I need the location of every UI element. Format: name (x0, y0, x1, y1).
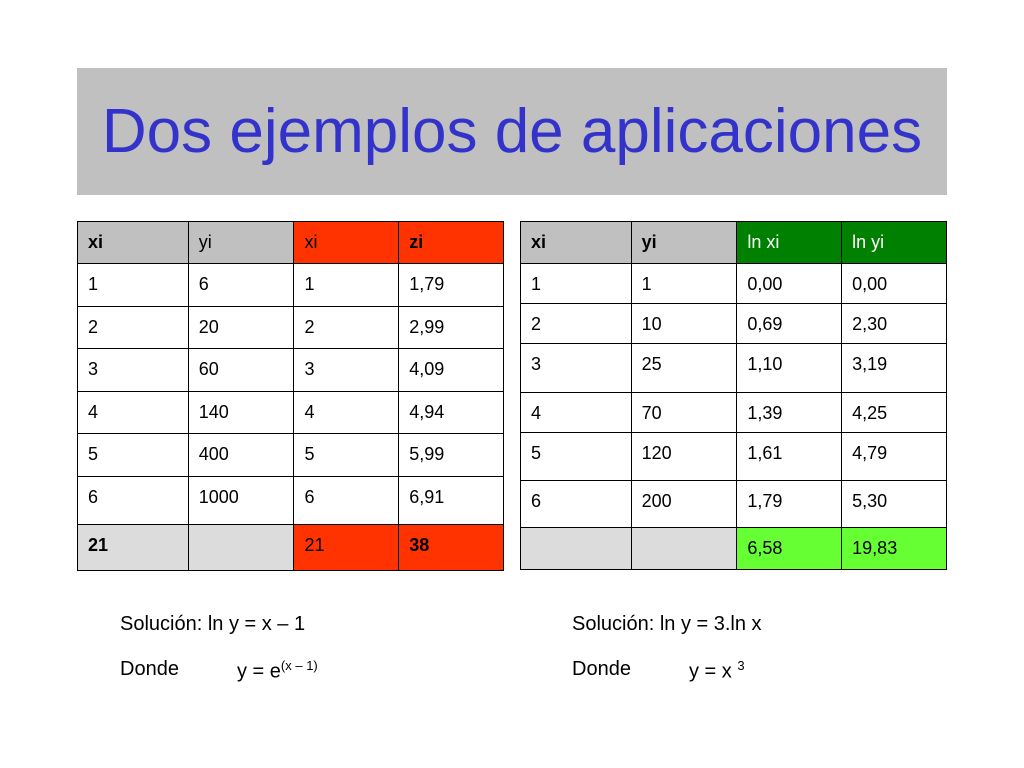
table-cell: 4,94 (399, 392, 504, 434)
table-row (521, 433, 947, 481)
header-cell: zi (399, 222, 504, 264)
header-cell: xi (521, 222, 632, 264)
table-cell: 2 (294, 307, 399, 349)
table-cell: 1,10 (737, 344, 842, 393)
table-cell: 2,99 (399, 307, 504, 349)
solution-right-line1: Solución: ln y = 3.ln x (572, 613, 762, 635)
table-cell: 1,61 (737, 433, 842, 481)
solution-left-donde: Donde (120, 658, 179, 680)
table-cell: 3 (294, 349, 399, 392)
table-row (521, 393, 947, 433)
total-cell (631, 528, 737, 570)
formula-base: y = x (689, 660, 738, 683)
table-cell: 5,99 (399, 434, 504, 477)
table-header-row (78, 222, 504, 264)
header-cell: yi (631, 222, 737, 264)
table-cell: 5 (521, 433, 632, 481)
table-cell: 1 (631, 264, 737, 304)
table-cell: 70 (631, 393, 737, 433)
header-cell: ln yi (842, 222, 947, 264)
title-banner (77, 68, 947, 195)
table-cell: 140 (188, 392, 294, 434)
table-cell: 1 (294, 264, 399, 307)
table-cell: 6 (521, 481, 632, 528)
table-cell: 6 (294, 477, 399, 525)
table-row (78, 307, 504, 349)
table-cell: 1,39 (737, 393, 842, 433)
table-header-row (521, 222, 947, 264)
table-cell: 1000 (188, 477, 294, 525)
table-power (520, 221, 947, 570)
table-cell: 25 (631, 344, 737, 393)
total-cell (188, 525, 294, 571)
table-row (78, 264, 504, 307)
header-cell: ln xi (737, 222, 842, 264)
table-cell: 3 (78, 349, 189, 392)
table-cell: 1,79 (399, 264, 504, 307)
total-cell: 21 (294, 525, 399, 571)
table-cell: 5 (294, 434, 399, 477)
table-row (521, 264, 947, 304)
table-cell: 4 (78, 392, 189, 434)
table-cell: 200 (631, 481, 737, 528)
total-cell: 6,58 (737, 528, 842, 570)
table-cell: 4,09 (399, 349, 504, 392)
table-cell: 10 (631, 304, 737, 344)
table-cell: 0,00 (842, 264, 947, 304)
table-cell: 2,30 (842, 304, 947, 344)
total-cell: 19,83 (842, 528, 947, 570)
header-cell: yi (188, 222, 294, 264)
solution-left-formula (237, 658, 318, 684)
table-row (521, 344, 947, 393)
table-row (521, 481, 947, 528)
table-cell: 6 (78, 477, 189, 525)
table-cell: 2 (521, 304, 632, 344)
table-cell: 3 (521, 344, 632, 393)
table-cell: 120 (631, 433, 737, 481)
table-cell: 0,69 (737, 304, 842, 344)
formula-base: y = e (237, 660, 281, 683)
solution-right-formula (689, 658, 745, 684)
header-cell: xi (294, 222, 399, 264)
table-cell: 6 (188, 264, 294, 307)
slide-title: Dos ejemplos de aplicaciones (101, 97, 923, 166)
table-cell: 20 (188, 307, 294, 349)
header-cell: xi (78, 222, 189, 264)
table-totals-row (78, 525, 504, 571)
formula-exponent: 3 (737, 658, 745, 673)
table-row (78, 477, 504, 525)
table-cell: 6,91 (399, 477, 504, 525)
table-cell: 4 (294, 392, 399, 434)
table-cell: 4,79 (842, 433, 947, 481)
table-cell: 2 (78, 307, 189, 349)
formula-exponent: (x – 1) (280, 658, 318, 673)
total-cell: 38 (399, 525, 504, 571)
total-cell: 21 (78, 525, 189, 571)
table-row (78, 349, 504, 392)
table-row (521, 304, 947, 344)
table-cell: 5 (78, 434, 189, 477)
table-cell: 0,00 (737, 264, 842, 304)
table-cell: 5,30 (842, 481, 947, 528)
table-exponential (77, 221, 504, 571)
table-cell: 400 (188, 434, 294, 477)
table-cell: 60 (188, 349, 294, 392)
solution-right-donde: Donde (572, 658, 631, 680)
table-row (78, 434, 504, 477)
table-cell: 1 (521, 264, 632, 304)
solution-left-line1: Solución: ln y = x – 1 (120, 613, 306, 635)
table-cell: 4,25 (842, 393, 947, 433)
table-cell: 3,19 (842, 344, 947, 393)
total-cell (521, 528, 632, 570)
table-totals-row (521, 528, 947, 570)
table-cell: 1,79 (737, 481, 842, 528)
table-cell: 4 (521, 393, 632, 433)
table-row (78, 392, 504, 434)
table-cell: 1 (78, 264, 189, 307)
